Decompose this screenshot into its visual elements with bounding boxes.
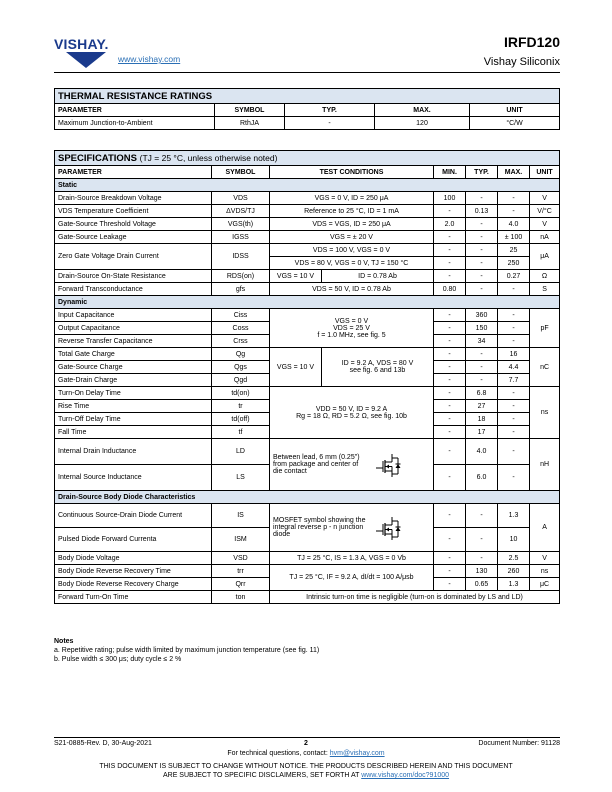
- cell-max: 260: [498, 565, 530, 578]
- cell-typ: 6.8: [466, 387, 498, 400]
- cell-symbol: LS: [212, 465, 270, 491]
- company-name: Vishay Siliconix: [483, 56, 560, 68]
- cell-symbol: RDS(on): [212, 270, 270, 283]
- thermal-table: [54, 88, 560, 130]
- cell-max: 120: [375, 117, 470, 130]
- cell-param: Fall Time: [55, 426, 212, 439]
- cell-typ: -: [466, 244, 498, 257]
- cell-max: -: [498, 413, 530, 426]
- cell-typ: -: [466, 504, 498, 528]
- cell-min: -: [434, 322, 466, 335]
- cond-line: see fig. 6 and 13b: [349, 367, 406, 374]
- table-row: [55, 218, 560, 231]
- cell-param: Gate-Drain Charge: [55, 374, 212, 387]
- cond-line: ID = 9.2 A, VDS = 80 V: [341, 360, 414, 367]
- cell-cond: Reference to 25 °C, ID = 1 mA: [270, 205, 434, 218]
- footer-doc-rev: S21-0885-Rev. D, 30-Aug-2021: [54, 740, 152, 747]
- cell-param: Continuous Source-Drain Diode Current: [55, 504, 212, 528]
- cell-min: -: [434, 426, 466, 439]
- spec-title-cell: [55, 151, 560, 166]
- logo-triangle-icon: [66, 52, 106, 68]
- note-b: b. Pulse width ≤ 300 μs; duty cycle ≤ 2 %: [54, 656, 182, 663]
- cell-max: 250: [498, 257, 530, 270]
- cell-unit: V/°C: [530, 205, 560, 218]
- cell-min: -: [434, 205, 466, 218]
- cell-cond: ID = 0.78 Ab: [322, 270, 434, 283]
- disclaimer-line1: THIS DOCUMENT IS SUBJECT TO CHANGE WITHOUT NOTICE. THE PRODUCTS DESCRIBED HEREIN AND THIS DOCUMENT: [99, 763, 513, 770]
- footer-contact: [0, 750, 612, 757]
- header-url-link[interactable]: www.vishay.com: [118, 54, 181, 64]
- disclaimer-prefix: ARE SUBJECT TO SPECIFIC DISCLAIMERS, SET FORTH AT: [162, 772, 362, 779]
- cell-param: Drain-Source Breakdown Voltage: [55, 192, 212, 205]
- header-divider: [54, 72, 560, 73]
- cell-param: Input Capacitance: [55, 309, 212, 322]
- cell-symbol: Qg: [212, 348, 270, 361]
- cell-typ: -: [466, 270, 498, 283]
- cell-max: -: [498, 192, 530, 205]
- cell-typ: -: [466, 231, 498, 244]
- cell-max: -: [498, 400, 530, 413]
- table-row: [55, 283, 560, 296]
- cell-typ: -: [466, 257, 498, 270]
- cell-min: -: [434, 413, 466, 426]
- spec-header-param: PARAMETER: [55, 166, 212, 179]
- cell-typ: -: [466, 361, 498, 374]
- cell-min: -: [434, 565, 466, 578]
- cell-min: -: [434, 374, 466, 387]
- cell-max: 4.4: [498, 361, 530, 374]
- cell-param: Forward Turn-On Time: [55, 591, 212, 604]
- table-row: [55, 348, 560, 361]
- mosfet-symbol-icon: [374, 452, 402, 478]
- cell-cond: VGS = 0 V, ID = 250 μA: [270, 192, 434, 205]
- cell-min: -: [434, 552, 466, 565]
- cond-line: Rg = 18 Ω, RD = 5.2 Ω, see fig. 10b: [296, 412, 407, 420]
- table-row: [55, 205, 560, 218]
- contact-prefix: For technical questions, contact:: [227, 750, 330, 757]
- cell-typ: 27: [466, 400, 498, 413]
- contact-email-link[interactable]: hvm@vishay.com: [329, 750, 385, 757]
- cell-typ: -: [466, 283, 498, 296]
- cell-max: -: [498, 439, 530, 465]
- cell-param: Gate-Source Charge: [55, 361, 212, 374]
- cell-symbol: ISM: [212, 528, 270, 552]
- table-row: [55, 504, 560, 528]
- cell-min: -: [434, 361, 466, 374]
- cell-unit: S: [530, 283, 560, 296]
- cond-line: VDD = 50 V, ID = 9.2 A: [315, 405, 388, 413]
- cell-cond: [270, 309, 434, 348]
- table-row: [55, 439, 560, 465]
- cell-cond: VDS = 80 V, VGS = 0 V, TJ = 150 °C: [270, 257, 434, 270]
- disclaimer-line2: [0, 771, 612, 780]
- footer-divider: [54, 737, 560, 738]
- cell-typ: 130: [466, 565, 498, 578]
- logo-text: VISHAY.: [54, 36, 109, 52]
- cell-min: 2.0: [434, 218, 466, 231]
- cell-max: -: [498, 465, 530, 491]
- cell-typ: 34: [466, 335, 498, 348]
- cell-min: -: [434, 387, 466, 400]
- table-row: [55, 387, 560, 400]
- cell-symbol: Coss: [212, 322, 270, 335]
- cell-max: 10: [498, 528, 530, 552]
- cell-typ: 0.65: [466, 578, 498, 591]
- cell-symbol: IS: [212, 504, 270, 528]
- cell-max: 2.5: [498, 552, 530, 565]
- section-static: Static: [55, 179, 560, 192]
- spec-header-typ: TYP.: [466, 166, 498, 179]
- cell-cond: TJ = 25 °C, IS = 1.3 A, VGS = 0 Vb: [270, 552, 434, 565]
- cell-min: -: [434, 348, 466, 361]
- cell-symbol: td(on): [212, 387, 270, 400]
- mosfet-diode-symbol-icon: [374, 515, 402, 541]
- specifications-table: [54, 150, 560, 604]
- cell-symbol: tf: [212, 426, 270, 439]
- table-row: [55, 192, 560, 205]
- table-row: [55, 552, 560, 565]
- cell-min: -: [434, 465, 466, 491]
- cell-symbol: VGS(th): [212, 218, 270, 231]
- cell-max: 25: [498, 244, 530, 257]
- cell-min: -: [434, 400, 466, 413]
- cell-typ: 18: [466, 413, 498, 426]
- cell-cond: VDS = 50 V, ID = 0.78 Ab: [270, 283, 434, 296]
- spec-header-min: MIN.: [434, 166, 466, 179]
- footer-doc-number: Document Number: 91128: [478, 740, 560, 747]
- spec-header-max: MAX.: [498, 166, 530, 179]
- cell-symbol: VDS: [212, 192, 270, 205]
- cell-param: Maximum Junction-to-Ambient: [55, 117, 215, 130]
- cell-cond: VGS = 10 V: [270, 348, 322, 387]
- cell-unit: pF: [530, 309, 560, 348]
- footer-disclaimer: [0, 762, 612, 780]
- cell-max: 0.27: [498, 270, 530, 283]
- spec-header-symbol: SYMBOL: [212, 166, 270, 179]
- spec-header-conditions: TEST CONDITIONS: [270, 166, 434, 179]
- cell-min: -: [434, 439, 466, 465]
- cell-cond: VGS = 10 V: [270, 270, 322, 283]
- cell-param: Zero Gate Voltage Drain Current: [55, 244, 212, 270]
- cell-unit: ns: [530, 565, 560, 578]
- cell-param: Output Capacitance: [55, 322, 212, 335]
- cell-symbol: IGSS: [212, 231, 270, 244]
- cell-param: Body Diode Voltage: [55, 552, 212, 565]
- cell-max: 16: [498, 348, 530, 361]
- cell-min: -: [434, 309, 466, 322]
- cell-max: -: [498, 322, 530, 335]
- cell-min: -: [434, 528, 466, 552]
- table-row: [55, 591, 560, 604]
- cell-typ: -: [466, 192, 498, 205]
- cell-typ: -: [466, 374, 498, 387]
- cell-symbol: VSD: [212, 552, 270, 565]
- cell-max: -: [498, 205, 530, 218]
- cond-text: MOSFET symbol showing the integral reverse p - n junction diode: [273, 517, 366, 538]
- cell-symbol: Crss: [212, 335, 270, 348]
- footer-page-number: 2: [304, 740, 308, 747]
- cell-min: 100: [434, 192, 466, 205]
- cell-max: 1.3: [498, 578, 530, 591]
- cell-max: 7.7: [498, 374, 530, 387]
- cell-min: -: [434, 270, 466, 283]
- notes-heading: Notes: [54, 638, 74, 645]
- cell-symbol: ton: [212, 591, 270, 604]
- cell-typ: -: [466, 218, 498, 231]
- cell-typ: 6.0: [466, 465, 498, 491]
- cell-max: -: [498, 335, 530, 348]
- vishay-logo: [54, 30, 120, 76]
- cell-param: Rise Time: [55, 400, 212, 413]
- cell-typ: 17: [466, 426, 498, 439]
- cell-max: -: [498, 283, 530, 296]
- table-row: [55, 244, 560, 257]
- cell-unit: A: [530, 504, 560, 552]
- cell-symbol: Ciss: [212, 309, 270, 322]
- cell-cond: VDS = VGS, ID = 250 μA: [270, 218, 434, 231]
- cell-min: -: [434, 257, 466, 270]
- cell-symbol: tr: [212, 400, 270, 413]
- cell-symbol: IDSS: [212, 244, 270, 270]
- cell-unit: V: [530, 192, 560, 205]
- table-row: [55, 565, 560, 578]
- cell-param: Body Diode Reverse Recovery Charge: [55, 578, 212, 591]
- table-row: [55, 117, 560, 130]
- cell-symbol: trr: [212, 565, 270, 578]
- cell-param: Total Gate Charge: [55, 348, 212, 361]
- cell-unit: nA: [530, 231, 560, 244]
- cell-cond: [270, 504, 434, 552]
- thermal-header-param: PARAMETER: [55, 104, 215, 117]
- cell-typ: 0.13: [466, 205, 498, 218]
- note-a: a. Repetitive rating; pulse width limited by maximum junction temperature (see fig. 11): [54, 647, 320, 654]
- cell-cond: [270, 439, 434, 491]
- cell-param: Gate-Source Threshold Voltage: [55, 218, 212, 231]
- cell-typ: 360: [466, 309, 498, 322]
- cell-typ: 150: [466, 322, 498, 335]
- thermal-header-max: MAX.: [375, 104, 470, 117]
- thermal-header-unit: UNIT: [470, 104, 560, 117]
- cell-symbol: Qgd: [212, 374, 270, 387]
- spec-header-unit: UNIT: [530, 166, 560, 179]
- cell-unit: μC: [530, 578, 560, 591]
- cell-typ: -: [285, 117, 375, 130]
- cell-param: Internal Source Inductance: [55, 465, 212, 491]
- cell-param: Pulsed Diode Forward Currenta: [55, 528, 212, 552]
- cell-param: Reverse Transfer Capacitance: [55, 335, 212, 348]
- cell-max: 4.0: [498, 218, 530, 231]
- table-row: [55, 231, 560, 244]
- cell-typ: 4.0: [466, 439, 498, 465]
- cell-typ: -: [466, 552, 498, 565]
- cell-symbol: RthJA: [215, 117, 285, 130]
- cell-min: -: [434, 335, 466, 348]
- cell-param: VDS Temperature Coefficient: [55, 205, 212, 218]
- cell-symbol: td(off): [212, 413, 270, 426]
- spec-title-condition: (TJ = 25 °C, unless otherwise noted): [139, 152, 278, 163]
- cell-cond: [322, 348, 434, 387]
- cell-typ: -: [466, 528, 498, 552]
- cell-param: Drain-Source On-State Resistance: [55, 270, 212, 283]
- cond-text: Between lead, 6 mm (0.25") from package and center of die contact: [273, 454, 360, 475]
- cell-unit: ns: [530, 387, 560, 439]
- cell-cond: VGS = ± 20 V: [270, 231, 434, 244]
- cell-cond: VDS = 100 V, VGS = 0 V: [270, 244, 434, 257]
- thermal-header-symbol: SYMBOL: [215, 104, 285, 117]
- cell-cond: [270, 387, 434, 439]
- part-number: IRFD120: [503, 34, 560, 50]
- cell-unit: Ω: [530, 270, 560, 283]
- cell-unit: μA: [530, 244, 560, 270]
- cell-min: -: [434, 504, 466, 528]
- cell-unit: V: [530, 218, 560, 231]
- cell-unit: °C/W: [470, 117, 560, 130]
- section-dynamic: Dynamic: [55, 296, 560, 309]
- cell-min: -: [434, 231, 466, 244]
- thermal-header-typ: TYP.: [285, 104, 375, 117]
- cell-max: -: [498, 387, 530, 400]
- cell-param: Turn-On Delay Time: [55, 387, 212, 400]
- cell-max: ± 100: [498, 231, 530, 244]
- cond-line: f = 1.0 MHz, see fig. 5: [317, 331, 386, 339]
- cell-unit: V: [530, 552, 560, 565]
- spec-title: SPECIFICATIONS: [58, 152, 137, 164]
- cell-typ: -: [466, 348, 498, 361]
- cond-line: VGS = 0 V: [334, 317, 369, 325]
- cell-symbol: Qgs: [212, 361, 270, 374]
- cond-line: VDS = 25 V: [333, 324, 370, 332]
- cell-cond: TJ = 25 °C, IF = 9.2 A, dI/dt = 100 A/μsb: [270, 565, 434, 591]
- cell-param: Gate-Source Leakage: [55, 231, 212, 244]
- cell-symbol: gfs: [212, 283, 270, 296]
- cell-cond: Intrinsic turn-on time is negligible (turn-on is dominated by LS and LD): [270, 591, 560, 604]
- section-diode: Drain-Source Body Diode Characteristics: [55, 491, 560, 504]
- table-row: [55, 309, 560, 322]
- notes: [54, 638, 319, 665]
- disclaimer-link[interactable]: www.vishay.com/doc?91000: [361, 772, 450, 779]
- thermal-title: THERMAL RESISTANCE RATINGS: [55, 89, 560, 104]
- cell-param: Body Diode Reverse Recovery Time: [55, 565, 212, 578]
- cell-unit: nC: [530, 348, 560, 387]
- cell-param: Turn-Off Delay Time: [55, 413, 212, 426]
- cell-param: Forward Transconductance: [55, 283, 212, 296]
- cell-max: -: [498, 426, 530, 439]
- cell-max: 1.3: [498, 504, 530, 528]
- cell-symbol: ΔVDS/TJ: [212, 205, 270, 218]
- cell-min: -: [434, 244, 466, 257]
- cell-symbol: LD: [212, 439, 270, 465]
- table-row: [55, 270, 560, 283]
- cell-min: 0.80: [434, 283, 466, 296]
- cell-min: -: [434, 578, 466, 591]
- cell-symbol: Qrr: [212, 578, 270, 591]
- cell-max: -: [498, 309, 530, 322]
- cell-unit: nH: [530, 439, 560, 491]
- cell-param: Internal Drain Inductance: [55, 439, 212, 465]
